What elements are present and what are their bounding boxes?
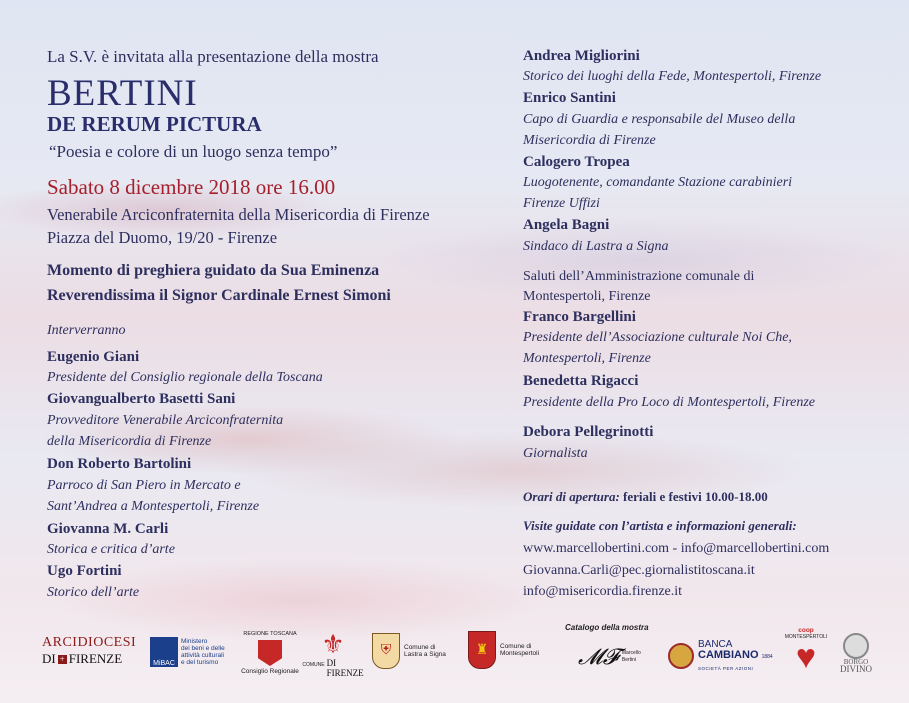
speaker-role: Parroco di San Piero in Mercato e [47,478,241,493]
prayer-line-1: Momento di preghiera guidato da Sua Eminenza [47,262,380,279]
montespertoli-caption [500,643,539,657]
speaker-name: Eugenio Giani [47,349,140,365]
speaker-name: Ugo Fortini [47,563,122,579]
speaker-role: Luogotenente, comandante Stazione carabinieri [523,175,793,190]
speakers-label: Interverranno [47,323,126,338]
venue-line-2: Piazza del Duomo, 19/20 - Firenze [47,228,278,247]
speaker-role: Storico dell’arte [47,585,140,600]
regione-toscana-logo [240,628,300,678]
borgo-emblem-icon [843,633,869,659]
speaker-role: Presidente del Consiglio regionale della Toscana [47,370,323,385]
speaker-name: Calogero Tropea [523,154,630,170]
firenze-text: FIRENZE [68,651,123,666]
firenze-line [42,651,122,667]
speaker-name: Andrea Migliorini [523,48,640,64]
speaker-name: Don Roberto Bartolini [47,456,192,472]
comune-firenze-logo [302,630,364,678]
di-text: DI [42,651,56,666]
lastra-caption-line: Comune di [404,644,436,651]
coat-of-arms-icon: ⛨ [372,633,400,669]
borgo-caption [840,659,872,673]
speaker-role: Montespertoli, Firenze [523,351,651,366]
exhibition-tagline: “Poesia e colore di un luogo senza tempo” [49,142,338,161]
speaker-role: della Misericordia di Firenze [47,434,212,449]
mf-monogram-icon: 𝓜𝓕 [578,644,619,669]
speaker-role: Sindaco di Lastra a Signa [523,239,669,254]
mf-text: Marcello Bertini [621,650,641,663]
venue-line-1: Venerabile Arciconfraternita della Misericordia di Firenze [47,205,430,224]
opening-hours-value: feriali e festivi 10.00-18.00 [623,489,768,504]
intro-text: La S.V. è invitata alla presentazione della mostra [47,47,379,66]
speaker-role: Provveditore Venerabile Arciconfraternita [47,413,284,428]
borgo-divino-logo [836,628,876,678]
mibac-logo [150,634,230,670]
bank-emblem-icon [668,643,694,669]
fleur-de-lis-icon: ⚜ [321,630,345,659]
banca-text: BANCA [698,638,733,650]
banca-year: 1884 [761,653,773,660]
mf-logo [578,640,648,674]
comune-text: COMUNE [302,662,325,668]
firenze-text: DI FIRENZE [326,658,364,678]
arcidiocesi-text: ARCIDIOCESI [42,635,137,650]
mibac-mark-icon [150,637,178,667]
mibac-caption-line: e del turismo [181,659,219,666]
exhibition-title: BERTINI [47,73,198,114]
speaker-role: Sant’Andrea a Montespertoli, Firenze [47,499,260,514]
cambiano-text: CAMBIANO [698,648,759,661]
lastra-caption-line: Lastra a Signa [404,651,446,658]
speaker-role: Storica e critica d’arte [47,542,175,557]
speaker-role: Presidente della Pro Loco di Montespertoli, Firenze [523,395,816,410]
montespertoli-caption-line: Comune di [500,643,532,650]
heart-icon: ♥ [795,639,817,676]
greetings-line-1: Saluti dell’Amministrazione comunale di [523,269,755,284]
coop-text: coop [798,627,814,634]
speaker-name: Benedetta Rigacci [523,373,639,389]
speaker-role: Capo di Guardia e responsabile del Museo della [523,112,796,127]
pegasus-shield-icon [258,640,282,666]
exhibition-subtitle: DE RERUM PICTURA [47,112,262,136]
opening-hours [523,489,768,505]
guided-visits: Visite guidate con l’artista e informazioni generali: [523,518,797,533]
greetings-line-2: Montespertoli, Firenze [523,289,651,304]
contact-line-1[interactable]: www.marcellobertini.com - info@marcellobertini.com [523,541,830,556]
comune-montespertoli-logo [468,628,558,672]
speaker-name: Franco Bargellini [523,309,636,325]
mibac-caption-line: attività culturali [181,652,224,659]
lastra-caption [404,644,446,658]
speaker-role: Storico dei luoghi della Fede, Montespertoli, Firenze [523,69,822,84]
comune-firenze-caption [302,658,363,678]
consiglio-text: Consiglio Regionale [241,668,299,675]
mibac-caption [181,638,225,666]
opening-hours-label: Orari di apertura: [523,489,620,504]
mibac-text: MiBAC [153,660,175,667]
montespertoli-logo-text: MONTESPERTOLI [784,634,828,640]
arcidiocesi-logo [42,634,140,668]
speaker-name: Giovanna M. Carli [47,521,169,537]
mibac-caption-line: Ministero [181,638,208,645]
speaker-role: Presidente dell’Associazione culturale Noi Che, [523,330,792,345]
banca-text-block [698,639,773,674]
catalog-label: Catalogo della mostra [565,623,649,632]
mibac-caption-line: dei beni e delle [181,645,225,652]
montespertoli-wine-logo [780,622,832,680]
speaker-role: Giornalista [523,446,588,461]
lastra-a-signa-logo [372,630,462,672]
cross-icon: + [59,653,65,664]
event-date: Sabato 8 dicembre 2018 ore 16.00 [47,175,336,199]
contact-line-3[interactable]: info@misericordia.firenze.it [523,584,683,599]
speaker-name: Debora Pellegrinotti [523,424,654,440]
speaker-role: Misericordia di Firenze [523,133,656,148]
borgo-text: BORGO [843,658,869,666]
speaker-role: Firenze Uffizi [523,196,600,211]
regione-text: REGIONE TOSCANA [243,631,297,637]
speaker-name: Enrico Santini [523,90,616,106]
banca-cambiano-logo [668,636,774,676]
coat-of-arms-icon: ♜ [468,631,496,669]
speaker-name: Giovangualberto Basetti Sani [47,391,236,407]
banca-sub: SOCIETÀ PER AZIONI [698,665,754,671]
contact-line-2[interactable]: Giovanna.Carli@pec.giornalistitoscana.it [523,563,755,578]
montespertoli-caption-line: Montespertoli [500,650,540,657]
prayer-line-2: Reverendissima il Signor Cardinale Ernest Simoni [47,287,391,304]
divino-text: DIVINO [840,664,872,674]
speaker-name: Angela Bagni [523,217,610,233]
